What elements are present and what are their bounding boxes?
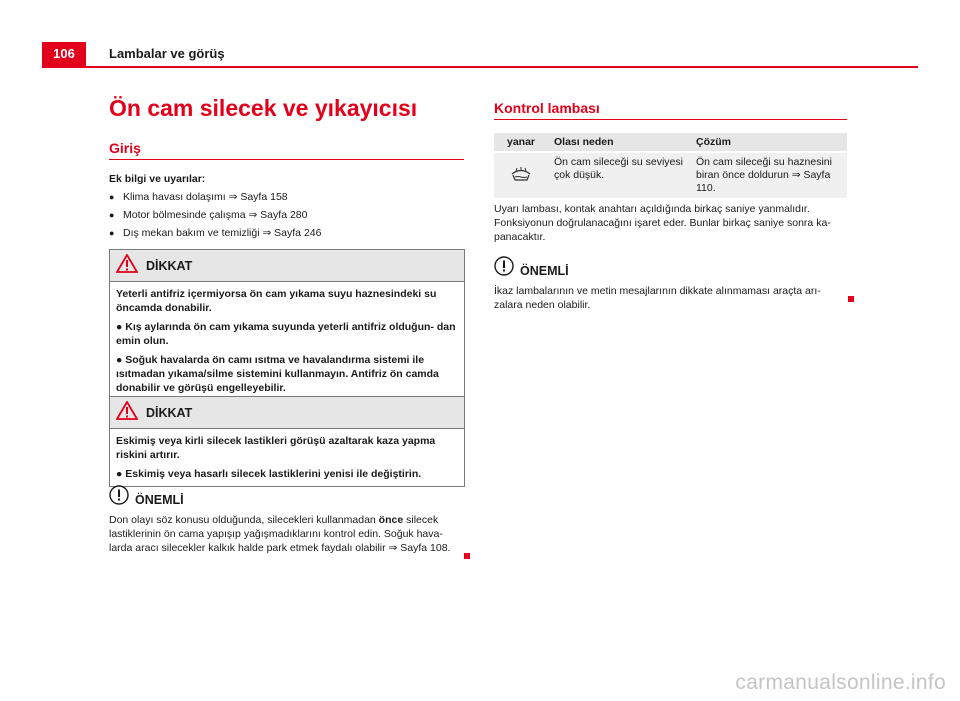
- info-list: [109, 190, 464, 240]
- section-end-marker: [464, 553, 470, 559]
- page-title: Ön cam silecek ve yıkayıcısı: [109, 95, 418, 121]
- warning-header: [110, 250, 464, 282]
- intro-section: [109, 140, 464, 160]
- lamp-explanation: [494, 202, 848, 244]
- note-block-frost: [109, 485, 464, 555]
- table-header: yanar: [494, 133, 548, 152]
- warning-text: Eskimiş veya kirli silecek lastikleri görüşü azaltarak kaza yapma riskini artırır.: [116, 435, 436, 461]
- warning-box-wiper-blades: [109, 396, 465, 487]
- warning-header: [110, 397, 464, 429]
- section-rule: [494, 119, 847, 120]
- section-title-intro: Giriş: [109, 140, 141, 156]
- warning-text: Yeterli antifriz içermiyorsa ön cam yıkama suyu haznesindeki su öncamda donabilir.: [116, 288, 437, 314]
- control-lamp-section: [494, 100, 847, 120]
- list-item[interactable]: ● Klima havası dolaşımı ⇒ Sayfa 158: [109, 190, 464, 204]
- lamp-table: [494, 133, 847, 198]
- section-rule: [109, 159, 464, 160]
- table-header: Olası neden: [548, 133, 690, 152]
- warning-text: ● Soğuk havalarda ön camı ısıtma ve havalandırma sistemi ile ısıtmadan yıkama/silme sistemini kullanmayın. Antifriz ön camda donabilir ve görüşü engelleyebilir.: [116, 354, 439, 394]
- info-heading: Ek bilgi ve uyarılar:: [109, 173, 206, 185]
- warning-text: ● Kış aylarında ön cam yıkama suyunda yeterli antifriz olduğun- dan emin olun.: [116, 321, 456, 347]
- warning-triangle-icon: [116, 254, 138, 278]
- paragraph: Uyarı lambası, kontak anahtarı açıldığında birkaç saniye yanmalıdır. Fonksiyonun doğrulanacağını işaret eder. Bunlar birkaç saniye sonra ka- panacaktır.: [494, 203, 831, 243]
- washer-fluid-icon: [510, 174, 532, 186]
- list-item[interactable]: ● Motor bölmesinde çalışma ⇒ Sayfa 280: [109, 208, 464, 222]
- note-text: İkaz lambalarının ve metin mesajlarının dikkate alınmaması araçta arı- zalara neden olabilir.: [494, 285, 821, 311]
- info-block: [109, 172, 464, 244]
- control-lamp-table: [494, 133, 847, 198]
- note-text: [109, 513, 464, 555]
- table-cell-icon: [494, 152, 548, 198]
- list-item[interactable]: ● Dış mekan bakım ve temizliği ⇒ Sayfa 246: [109, 226, 464, 240]
- note-block-warning-lamps: [494, 256, 848, 312]
- warning-label: DİKKAT: [146, 258, 193, 273]
- note-text-part: Don olayı söz konusu olduğunda, silecekleri kullanmadan: [109, 514, 379, 526]
- notice-icon: [494, 256, 514, 281]
- section-end-marker: [848, 296, 854, 302]
- table-cell-cause: Ön cam sileceği su seviyesi çok düşük.: [548, 152, 690, 198]
- warning-body: [110, 282, 464, 400]
- table-cell-solution: Ön cam sileceği su haznesini biran önce doldurun ⇒ Sayfa 110.: [690, 152, 847, 198]
- warning-text: ● Eskimiş veya hasarlı silecek lastiklerini yenisi ile değiştirin.: [116, 468, 422, 480]
- warning-box-antifreeze: [109, 249, 465, 401]
- note-header: [494, 256, 848, 281]
- note-text-part: silecek lastiklerinin ön cama yapışıp yağışmadıklarını kontrol edin. Soğuk hava- larda aracı silecekler kalkık halde park etmek faydalı olabilir ⇒ Sayfa 108.: [109, 514, 451, 554]
- page-number: 106: [42, 42, 86, 66]
- table-row: [494, 152, 847, 198]
- note-label: ÖNEMLİ: [520, 263, 569, 278]
- note-text-bold: önce: [378, 514, 404, 526]
- note-label: ÖNEMLİ: [135, 492, 184, 507]
- running-title: Lambalar ve görüş: [109, 46, 225, 61]
- warning-triangle-icon: [116, 401, 138, 425]
- table-header: Çözüm: [690, 133, 847, 152]
- section-title-control-lamp: Kontrol lambası: [494, 100, 600, 116]
- note-header: [109, 485, 464, 510]
- warning-label: DİKKAT: [146, 405, 193, 420]
- warning-body: [110, 429, 464, 486]
- header-rule: [42, 66, 918, 68]
- notice-icon: [109, 485, 129, 510]
- watermark: carmanualsonline.info: [735, 671, 946, 694]
